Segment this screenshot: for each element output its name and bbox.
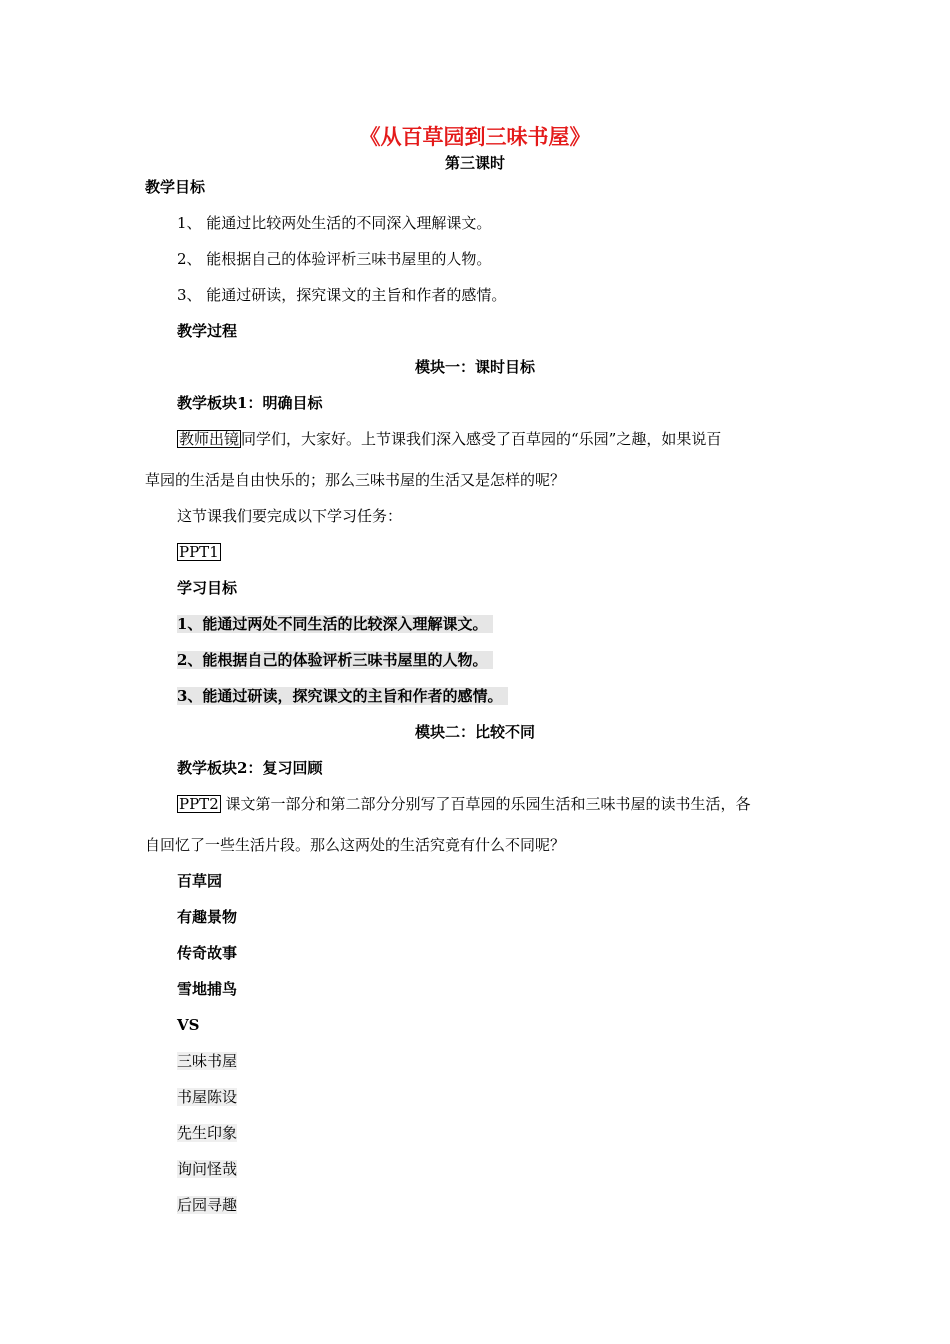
goal-item-1: 1、能通过两处不同生活的比较深入理解课文。 — [177, 614, 493, 634]
module2-paragraph-text: 课文第一部分和第二部分分别写了百草园的乐园生活和三味书屋的读书生活，各 — [225, 795, 751, 813]
ppt2-tag: PPT2 — [179, 795, 219, 813]
module1-paragraph-text: 同学们，大家好。上节课我们深入感受了百草园的“乐园”之趣，如果说百 — [241, 430, 722, 448]
goal-item-3: 3、能通过研读，探究课文的主旨和作者的感情。 — [177, 686, 508, 706]
ppt1-line — [177, 542, 221, 562]
module2-heading: 模块二：比较不同 — [414, 723, 535, 741]
module1-paragraph-line1 — [177, 429, 721, 449]
sanwei-item: 书屋陈设 — [177, 1088, 238, 1106]
process-heading: 教学过程 — [177, 322, 238, 340]
module1-heading: 模块一：课时目标 — [414, 358, 535, 376]
sanwei-item: 先生印象 — [177, 1124, 238, 1142]
module2-paragraph-line2: 自回忆了一些生活片段。那么这两处的生活究竟有什么不同呢？ — [145, 836, 566, 854]
ppt1-tag: PPT1 — [179, 543, 219, 561]
goal-item-2: 2、能根据自己的体验评析三味书屋里的人物。 — [177, 650, 493, 670]
versus-label: VS — [177, 1016, 200, 1034]
objective-item-3: 3、 能通过研读，探究课文的主旨和作者的感情。 — [177, 286, 507, 304]
sanwei-item: 三味书屋 — [177, 1052, 238, 1070]
sanwei-item: 询问怪哉 — [177, 1160, 238, 1178]
module1-paragraph-line2: 草园的生活是自由快乐的；那么三味书屋的生活又是怎样的呢？ — [145, 471, 566, 489]
objectives-heading: 教学目标 — [145, 178, 206, 196]
document-subtitle: 第三课时 — [444, 154, 505, 172]
goals-heading: 学习目标 — [177, 579, 238, 597]
module1-tasks-intro: 这节课我们要完成以下学习任务： — [177, 507, 403, 525]
baicaoyuan-item: 百草园 — [177, 872, 223, 890]
block2-heading: 教学板块2：复习回顾 — [177, 759, 323, 777]
module2-paragraph-line1 — [177, 794, 751, 814]
objective-item-2: 2、 能根据自己的体验评析三味书屋里的人物。 — [177, 250, 492, 268]
block1-heading: 教学板块1：明确目标 — [177, 394, 323, 412]
document-title: 《从百草园到三味书屋》 — [359, 124, 591, 149]
objective-item-1: 1、 能通过比较两处生活的不同深入理解课文。 — [177, 214, 492, 232]
sanwei-item: 后园寻趣 — [177, 1196, 238, 1214]
baicaoyuan-item: 雪地捕鸟 — [177, 980, 238, 998]
baicaoyuan-item: 传奇故事 — [177, 944, 238, 962]
baicaoyuan-item: 有趣景物 — [177, 908, 238, 926]
teacher-on-camera-tag: 教师出镜 — [179, 430, 240, 448]
